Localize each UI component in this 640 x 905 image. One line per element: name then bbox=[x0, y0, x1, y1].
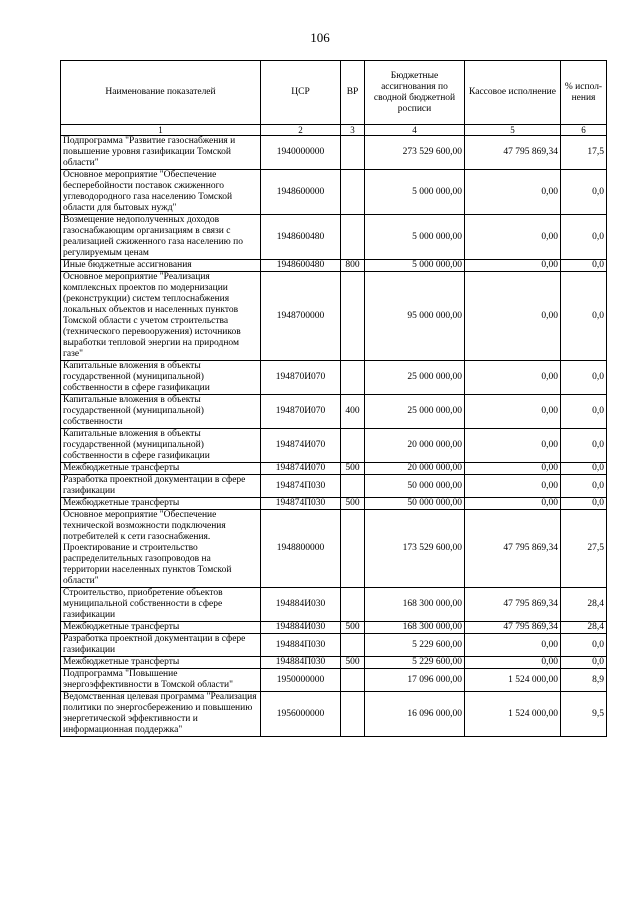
row-csr-cell: 194874И070 bbox=[261, 463, 341, 475]
row-allocation-cell: 25 000 000,00 bbox=[365, 395, 465, 429]
row-execution-cell: 0,00 bbox=[465, 429, 561, 463]
table-row bbox=[61, 361, 607, 395]
row-allocation-cell: 20 000 000,00 bbox=[365, 463, 465, 475]
header-name: Наименование показателей bbox=[61, 61, 261, 125]
row-vr-cell bbox=[341, 588, 365, 622]
column-number: 1 bbox=[61, 125, 261, 136]
table-row bbox=[61, 622, 607, 634]
table-row bbox=[61, 498, 607, 510]
row-csr-cell: 1940000000 bbox=[261, 136, 341, 170]
row-csr-cell: 194870И070 bbox=[261, 361, 341, 395]
row-csr-cell: 1950000000 bbox=[261, 669, 341, 692]
row-allocation-cell: 273 529 600,00 bbox=[365, 136, 465, 170]
row-name-cell: Иные бюджетные ассигнования bbox=[61, 260, 261, 272]
row-execution-cell: 0,00 bbox=[465, 634, 561, 657]
table-row bbox=[61, 669, 607, 692]
row-percent-cell: 0,0 bbox=[561, 395, 607, 429]
row-csr-cell: 194884И030 bbox=[261, 588, 341, 622]
row-csr-cell: 194884П030 bbox=[261, 634, 341, 657]
row-allocation-cell: 173 529 600,00 bbox=[365, 510, 465, 588]
row-percent-cell: 0,0 bbox=[561, 429, 607, 463]
row-execution-cell: 0,00 bbox=[465, 657, 561, 669]
row-name-cell: Ведомственная целевая программа "Реализация политики по энергосбережению и повышению энергетической эффективности и информационная поддержка" bbox=[61, 692, 261, 737]
row-name-cell: Основное мероприятие "Обеспечение технической возможности подключения потребителей к сети газоснабжения. Проектирование и строительство распределительных газопроводов на территории населенных пунктов Томской области" bbox=[61, 510, 261, 588]
row-execution-cell: 0,00 bbox=[465, 272, 561, 361]
row-execution-cell: 47 795 869,34 bbox=[465, 136, 561, 170]
row-csr-cell: 194874И070 bbox=[261, 429, 341, 463]
row-name-cell: Межбюджетные трансферты bbox=[61, 622, 261, 634]
row-name-cell: Подпрограмма "Развитие газоснабжения и повышение уровня газификации Томской области" bbox=[61, 136, 261, 170]
row-percent-cell: 0,0 bbox=[561, 170, 607, 215]
row-percent-cell: 0,0 bbox=[561, 657, 607, 669]
budget-execution-table bbox=[60, 60, 607, 737]
row-percent-cell: 0,0 bbox=[561, 634, 607, 657]
row-vr-cell bbox=[341, 475, 365, 498]
header-allocations: Бюджетные ассигнования по сводной бюджетной росписи bbox=[365, 61, 465, 125]
row-percent-cell: 0,0 bbox=[561, 475, 607, 498]
row-csr-cell: 194874П030 bbox=[261, 498, 341, 510]
row-csr-cell: 1956000000 bbox=[261, 692, 341, 737]
row-vr-cell bbox=[341, 634, 365, 657]
table-row bbox=[61, 272, 607, 361]
row-percent-cell: 17,5 bbox=[561, 136, 607, 170]
row-execution-cell: 47 795 869,34 bbox=[465, 588, 561, 622]
row-allocation-cell: 16 096 000,00 bbox=[365, 692, 465, 737]
row-allocation-cell: 168 300 000,00 bbox=[365, 622, 465, 634]
row-allocation-cell: 5 000 000,00 bbox=[365, 260, 465, 272]
row-csr-cell: 1948600480 bbox=[261, 215, 341, 260]
table-row bbox=[61, 475, 607, 498]
row-allocation-cell: 50 000 000,00 bbox=[365, 498, 465, 510]
row-percent-cell: 9,5 bbox=[561, 692, 607, 737]
row-execution-cell: 47 795 869,34 bbox=[465, 510, 561, 588]
row-execution-cell: 0,00 bbox=[465, 395, 561, 429]
row-vr-cell bbox=[341, 429, 365, 463]
row-execution-cell: 0,00 bbox=[465, 498, 561, 510]
row-name-cell: Разработка проектной документации в сфере газификации bbox=[61, 634, 261, 657]
row-percent-cell: 27,5 bbox=[561, 510, 607, 588]
row-name-cell: Капитальные вложения в объекты государственной (муниципальной) собственности в сфере газификации bbox=[61, 429, 261, 463]
row-allocation-cell: 20 000 000,00 bbox=[365, 429, 465, 463]
header-csr: ЦСР bbox=[261, 61, 341, 125]
column-number: 3 bbox=[341, 125, 365, 136]
row-csr-cell: 194884И030 bbox=[261, 622, 341, 634]
row-csr-cell: 194884П030 bbox=[261, 657, 341, 669]
row-vr-cell: 500 bbox=[341, 622, 365, 634]
row-allocation-cell: 50 000 000,00 bbox=[365, 475, 465, 498]
row-name-cell: Межбюджетные трансферты bbox=[61, 657, 261, 669]
row-execution-cell: 1 524 000,00 bbox=[465, 669, 561, 692]
header-execution: Кассовое исполнение bbox=[465, 61, 561, 125]
row-allocation-cell: 95 000 000,00 bbox=[365, 272, 465, 361]
row-allocation-cell: 5 000 000,00 bbox=[365, 215, 465, 260]
row-allocation-cell: 25 000 000,00 bbox=[365, 361, 465, 395]
row-name-cell: Межбюджетные трансферты bbox=[61, 498, 261, 510]
table-row bbox=[61, 170, 607, 215]
table-row bbox=[61, 429, 607, 463]
row-allocation-cell: 5 229 600,00 bbox=[365, 634, 465, 657]
row-csr-cell: 1948600480 bbox=[261, 260, 341, 272]
row-vr-cell: 500 bbox=[341, 498, 365, 510]
table-row bbox=[61, 657, 607, 669]
table-row bbox=[61, 634, 607, 657]
page-number: 106 bbox=[310, 30, 330, 45]
row-percent-cell: 0,0 bbox=[561, 260, 607, 272]
row-vr-cell bbox=[341, 272, 365, 361]
row-percent-cell: 28,4 bbox=[561, 622, 607, 634]
row-name-cell: Основное мероприятие "Реализация комплексных проектов по модернизации (реконструкции) систем теплоснабжения локальных объектов и населенных пунктов Томской области с учетом строительства (технического перевооружения) источников выработки тепловой энергии на природном газе" bbox=[61, 272, 261, 361]
column-number: 5 bbox=[465, 125, 561, 136]
column-number: 2 bbox=[261, 125, 341, 136]
row-allocation-cell: 168 300 000,00 bbox=[365, 588, 465, 622]
row-name-cell: Капитальные вложения в объекты государственной (муниципальной) собственности в сфере газификации bbox=[61, 361, 261, 395]
row-name-cell: Основное мероприятие "Обеспечение бесперебойности поставок сжиженного углеводородного газа населению Томской области для бытовых нужд" bbox=[61, 170, 261, 215]
table-row bbox=[61, 692, 607, 737]
row-percent-cell: 0,0 bbox=[561, 272, 607, 361]
row-vr-cell bbox=[341, 170, 365, 215]
row-allocation-cell: 5 000 000,00 bbox=[365, 170, 465, 215]
row-name-cell: Межбюджетные трансферты bbox=[61, 463, 261, 475]
row-name-cell: Строительство, приобретение объектов муниципальной собственности в сфере газификации bbox=[61, 588, 261, 622]
row-allocation-cell: 17 096 000,00 bbox=[365, 669, 465, 692]
row-execution-cell: 0,00 bbox=[465, 215, 561, 260]
row-vr-cell bbox=[341, 136, 365, 170]
row-csr-cell: 194874П030 bbox=[261, 475, 341, 498]
row-name-cell: Возмещение недополученных доходов газоснабжающим организациям в связи с реализацией сжиженного газа населению по регулируемым ценам bbox=[61, 215, 261, 260]
row-execution-cell: 0,00 bbox=[465, 463, 561, 475]
table-row bbox=[61, 136, 607, 170]
row-percent-cell: 28,4 bbox=[561, 588, 607, 622]
row-execution-cell: 0,00 bbox=[465, 170, 561, 215]
row-name-cell: Капитальные вложения в объекты государственной (муниципальной) собственности bbox=[61, 395, 261, 429]
row-csr-cell: 1948700000 bbox=[261, 272, 341, 361]
row-name-cell: Разработка проектной документации в сфере газификации bbox=[61, 475, 261, 498]
table-row bbox=[61, 215, 607, 260]
row-vr-cell bbox=[341, 692, 365, 737]
row-execution-cell: 47 795 869,34 bbox=[465, 622, 561, 634]
row-vr-cell: 500 bbox=[341, 463, 365, 475]
row-allocation-cell: 5 229 600,00 bbox=[365, 657, 465, 669]
row-vr-cell bbox=[341, 215, 365, 260]
header-percent: % испол- нения bbox=[561, 61, 607, 125]
row-percent-cell: 8,9 bbox=[561, 669, 607, 692]
table-row bbox=[61, 395, 607, 429]
table-row bbox=[61, 463, 607, 475]
table-header-row bbox=[61, 61, 607, 125]
row-csr-cell: 1948600000 bbox=[261, 170, 341, 215]
column-number: 4 bbox=[365, 125, 465, 136]
row-execution-cell: 0,00 bbox=[465, 260, 561, 272]
column-number-row bbox=[61, 125, 607, 136]
row-name-cell: Подпрограмма "Повышение энергоэффективности в Томской области" bbox=[61, 669, 261, 692]
column-number: 6 bbox=[561, 125, 607, 136]
table-row bbox=[61, 510, 607, 588]
row-execution-cell: 0,00 bbox=[465, 361, 561, 395]
row-percent-cell: 0,0 bbox=[561, 215, 607, 260]
row-vr-cell: 800 bbox=[341, 260, 365, 272]
row-execution-cell: 1 524 000,00 bbox=[465, 692, 561, 737]
table-row bbox=[61, 588, 607, 622]
row-vr-cell: 500 bbox=[341, 657, 365, 669]
row-csr-cell: 1948800000 bbox=[261, 510, 341, 588]
row-vr-cell bbox=[341, 361, 365, 395]
header-vr: ВР bbox=[341, 61, 365, 125]
row-vr-cell: 400 bbox=[341, 395, 365, 429]
row-percent-cell: 0,0 bbox=[561, 361, 607, 395]
table-row bbox=[61, 260, 607, 272]
row-vr-cell bbox=[341, 510, 365, 588]
row-csr-cell: 194870И070 bbox=[261, 395, 341, 429]
row-execution-cell: 0,00 bbox=[465, 475, 561, 498]
row-percent-cell: 0,0 bbox=[561, 498, 607, 510]
row-vr-cell bbox=[341, 669, 365, 692]
table-body bbox=[61, 136, 607, 737]
row-percent-cell: 0,0 bbox=[561, 463, 607, 475]
